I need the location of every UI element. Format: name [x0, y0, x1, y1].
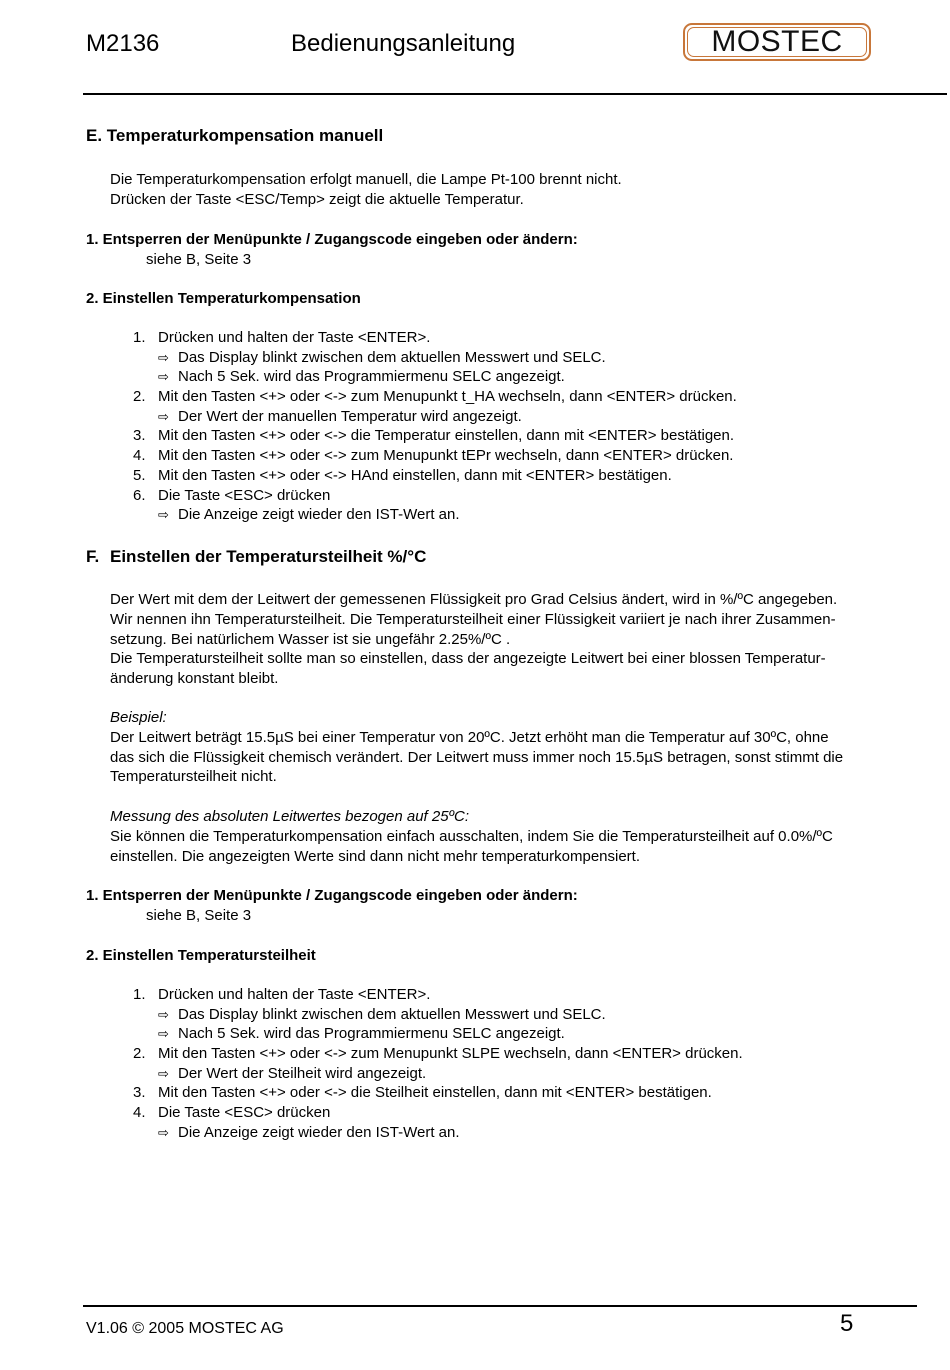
- page-number: 5: [840, 1310, 854, 1337]
- step-text: Drücken und halten der Taste <ENTER>.: [158, 986, 431, 1003]
- step-text: Mit den Tasten <+> oder <-> die Temperatur einstellen, dann mit <ENTER> bestätigen.: [158, 427, 735, 445]
- step-result: Nach 5 Sek. wird das Programmiermenu SELC angezeigt.: [178, 368, 565, 386]
- step-row: [133, 1103, 743, 1123]
- step-number: 6.: [133, 486, 146, 504]
- section-f-title: Einstellen der Temperatursteilheit %/°C: [110, 547, 427, 566]
- step-row: [133, 1083, 743, 1103]
- step-text: Mit den Tasten <+> oder <-> zum Menupunkt tEPr wechseln, dann <ENTER> drücken.: [158, 447, 734, 465]
- footer-rule: [83, 1305, 917, 1307]
- step-result: Das Display blinkt zwischen dem aktuellen Messwert und SELC.: [178, 348, 606, 366]
- step-text: Die Taste <ESC> drücken: [158, 486, 331, 504]
- step-row: [133, 407, 737, 427]
- step-number: 5.: [133, 466, 146, 484]
- arrow-right-icon: ⇨: [158, 507, 169, 523]
- arrow-right-icon: ⇨: [158, 408, 169, 424]
- step-row: [133, 328, 737, 348]
- mostec-logo: [683, 23, 871, 61]
- arrow-right-icon: ⇨: [158, 1006, 169, 1022]
- step-row: [133, 1064, 743, 1084]
- step-result: Die Anzeige zeigt wieder den IST-Wert an.: [178, 506, 460, 524]
- step-number: 3.: [133, 1084, 146, 1102]
- body-line: Die Temperatursteilheit sollte man so einstellen, dass der angezeigte Leitwert bei einer blossen Temperatur-: [110, 650, 826, 668]
- step-result: Das Display blinkt zwischen dem aktuellen Messwert und SELC.: [178, 1005, 606, 1023]
- section-f-steps: [133, 985, 743, 1143]
- step-number: 2.: [133, 1045, 146, 1063]
- step-number: 3.: [133, 427, 146, 445]
- step-result: Nach 5 Sek. wird das Programmiermenu SELC angezeigt.: [178, 1025, 565, 1043]
- measure-label: Messung des absoluten Leitwertes bezogen auf 25ºC:: [110, 808, 470, 825]
- section-e-sub1-ref: siehe B, Seite 3: [146, 251, 252, 268]
- step-result: Der Wert der Steilheit wird angezeigt.: [178, 1064, 427, 1082]
- footer-version: V1.06 © 2005 MOSTEC AG: [86, 1320, 284, 1337]
- example-line: Der Leitwert beträgt 15.5µS bei einer Temperatur von 20ºC. Jetzt erhöht man die Temperatur auf 30ºC, ohne: [110, 728, 829, 746]
- intro-line: Die Temperaturkompensation erfolgt manuell, die Lampe Pt-100 brennt nicht.: [110, 171, 622, 188]
- step-text: Mit den Tasten <+> oder <-> zum Menupunkt t_HA wechseln, dann <ENTER> drücken.: [158, 388, 737, 406]
- step-row: [133, 1123, 743, 1143]
- step-result: Die Anzeige zeigt wieder den IST-Wert an.: [178, 1123, 460, 1141]
- section-e-sub1-title: 1. Entsperren der Menüpunkte / Zugangscode eingeben oder ändern:: [86, 231, 578, 248]
- section-f-sub1-ref: siehe B, Seite 3: [146, 907, 252, 924]
- step-text: Mit den Tasten <+> oder <-> die Steilheit einstellen, dann mit <ENTER> bestätigen.: [158, 1084, 712, 1102]
- step-row: [133, 505, 737, 525]
- logo-text: MOSTEC: [711, 25, 843, 58]
- measure-line: einstellen. Die angezeigten Werte sind dann nicht mehr temperaturkompensiert.: [110, 847, 641, 865]
- arrow-right-icon: ⇨: [158, 1026, 169, 1042]
- step-number: 4.: [133, 447, 146, 465]
- step-number: 2.: [133, 388, 146, 406]
- step-row: [133, 367, 737, 387]
- arrow-right-icon: ⇨: [158, 1065, 169, 1081]
- intro-line: Drücken der Taste <ESC/Temp> zeigt die aktuelle Temperatur.: [110, 190, 524, 208]
- step-number: 4.: [133, 1104, 146, 1122]
- step-row: [133, 486, 737, 506]
- body-line: Der Wert mit dem der Leitwert der gemessenen Flüssigkeit pro Grad Celsius ändert, wird in %/ºC angegeben.: [110, 591, 838, 608]
- step-text: Die Taste <ESC> drücken: [158, 1104, 331, 1122]
- step-result: Der Wert der manuellen Temperatur wird angezeigt.: [178, 407, 522, 425]
- step-number: 1.: [133, 329, 146, 346]
- step-row: [133, 1044, 743, 1064]
- step-text: Drücken und halten der Taste <ENTER>.: [158, 329, 431, 346]
- document-title: Bedienungsanleitung: [291, 30, 516, 57]
- step-row: [133, 426, 737, 446]
- step-row: [133, 985, 743, 1005]
- arrow-right-icon: ⇨: [158, 369, 169, 385]
- step-row: [133, 466, 737, 486]
- section-f-sub2-title: 2. Einstellen Temperatursteilheit: [86, 947, 316, 964]
- measure-line: Sie können die Temperaturkompensation einfach ausschalten, indem Sie die Temperatursteilheit auf 0.0%/ºC: [110, 827, 833, 845]
- section-e-intro: [110, 170, 944, 210]
- header-rule: [83, 93, 947, 95]
- section-f-sub1-title: 1. Entsperren der Menüpunkte / Zugangscode eingeben oder ändern:: [86, 887, 578, 904]
- section-e-steps: [133, 328, 737, 525]
- example-line: das sich die Flüssigkeit chemisch verändert. Der Leitwert muss immer noch 15.5µS betragen, sonst stimmt die: [110, 748, 844, 766]
- step-number: 1.: [133, 986, 146, 1003]
- step-row: [133, 446, 737, 466]
- step-text: Mit den Tasten <+> oder <-> HAnd einstellen, dann mit <ENTER> bestätigen.: [158, 466, 672, 484]
- step-row: [133, 348, 737, 368]
- arrow-right-icon: ⇨: [158, 1124, 169, 1140]
- example-line: Temperatursteilheit nicht.: [110, 768, 277, 786]
- body-line: änderung konstant bleibt.: [110, 670, 279, 688]
- arrow-right-icon: ⇨: [158, 349, 169, 365]
- section-e-sub2-title: 2. Einstellen Temperaturkompensation: [86, 290, 361, 307]
- step-row: [133, 1005, 743, 1025]
- body-line: Wir nennen ihn Temperatursteilheit. Die Temperatursteilheit einer Flüssigkeit variiert je nach ihrer Zusammen-: [110, 610, 836, 628]
- section-f-body: [110, 590, 944, 689]
- section-e-title: E. Temperaturkompensation manuell: [86, 126, 384, 145]
- document-code: M2136: [86, 30, 160, 57]
- section-f-measure: [110, 807, 944, 866]
- section-f-example: [110, 708, 944, 787]
- step-row: [133, 387, 737, 407]
- body-line: setzung. Bei natürlichem Wasser ist sie ungefähr 2.25%/ºC .: [110, 630, 511, 648]
- step-text: Mit den Tasten <+> oder <-> zum Menupunkt SLPE wechseln, dann <ENTER> drücken.: [158, 1045, 743, 1063]
- section-f-letter: F.: [86, 547, 100, 566]
- example-label: Beispiel:: [110, 709, 167, 726]
- step-row: [133, 1024, 743, 1044]
